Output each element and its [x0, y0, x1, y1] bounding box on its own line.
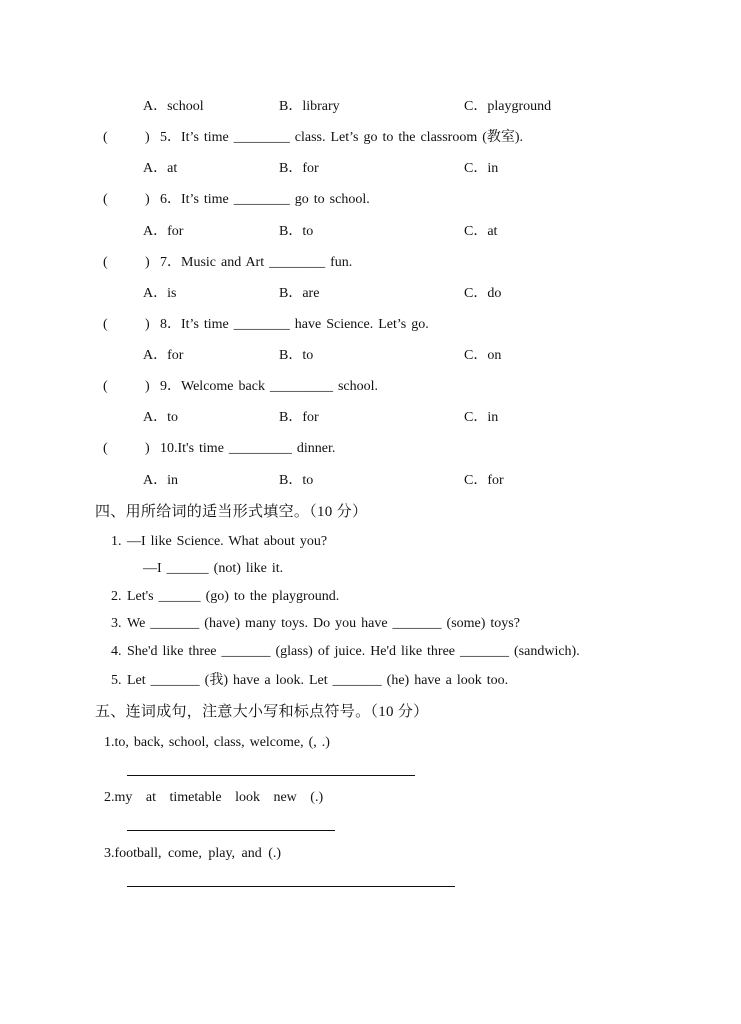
question-9-options — [0, 409, 741, 427]
question-body — [160, 254, 352, 272]
option-b: B．for — [279, 161, 319, 176]
option-a: A．in — [143, 473, 178, 488]
option-b: B．to — [279, 224, 314, 239]
option-c: C．at — [464, 224, 498, 239]
answer-bracket-close: ) — [145, 192, 150, 207]
option-a: A．school — [143, 99, 204, 114]
question-6 — [0, 191, 741, 209]
question-text: It’s time ________ class. Let’s go to the classroom (教室). — [181, 130, 524, 145]
answer-bracket-open: ( — [103, 441, 108, 456]
fill-item-1 — [0, 533, 741, 551]
option-a: A．for — [143, 348, 184, 363]
option-c: C．on — [464, 348, 502, 363]
item-text: Let _______ (我) have a look. Let _______ (he) have a look too. — [127, 673, 509, 688]
item-number: 4. — [111, 644, 122, 659]
section-4-heading-row — [0, 503, 741, 521]
option-b: B．library — [279, 99, 340, 114]
answer-bracket-open: ( — [103, 317, 108, 332]
word-list: 3.football, come, play, and (.) — [104, 846, 282, 861]
fill-item-2 — [0, 588, 741, 606]
question-7-options — [0, 285, 741, 303]
item-number: 1. — [111, 534, 122, 549]
option-a: A．to — [143, 410, 178, 425]
item-text: Let's ______ (go) to the playground. — [127, 589, 340, 604]
option-c: C．in — [464, 161, 499, 176]
question-number: 6． — [160, 192, 181, 207]
item-number: 3. — [111, 616, 122, 631]
question-7 — [0, 254, 741, 272]
option-b: B．for — [279, 410, 319, 425]
fill-item-5 — [0, 672, 741, 690]
answer-bracket-open: ( — [103, 255, 108, 270]
option-a: A．for — [143, 224, 184, 239]
question-text: It’s time ________ have Science. Let’s go. — [181, 317, 429, 332]
answer-bracket-close: ) — [145, 317, 150, 332]
fill-item-3 — [0, 615, 741, 633]
option-a: A．at — [143, 161, 178, 176]
question-5-options — [0, 160, 741, 178]
option-b: B．are — [279, 286, 320, 301]
answer-bracket-close: ) — [145, 441, 150, 456]
sentence-item-2 — [0, 789, 741, 807]
question-number: 7． — [160, 255, 181, 270]
question-body — [160, 440, 335, 458]
option-c: C．do — [464, 286, 502, 301]
question-body — [160, 191, 370, 209]
option-c: C．in — [464, 410, 499, 425]
option-a: A．is — [143, 286, 177, 301]
answer-line — [127, 886, 455, 887]
answer-bracket-open: ( — [103, 192, 108, 207]
question-number: 8． — [160, 317, 181, 332]
question-text: It’s time ________ go to school. — [181, 192, 370, 207]
question-text: It's time _________ dinner. — [177, 441, 336, 456]
fill-item-4 — [0, 643, 741, 661]
question-body — [160, 129, 523, 147]
question-6-options — [0, 223, 741, 241]
option-c: C．playground — [464, 99, 552, 114]
item-number: 2. — [111, 589, 122, 604]
question-8 — [0, 316, 741, 334]
word-list: 2.my at timetable look new (.) — [104, 790, 324, 805]
answer-bracket-close: ) — [145, 379, 150, 394]
section-heading: 五、连词成句，注意大小写和标点符号。（10 分） — [95, 704, 429, 720]
section-5-heading-row — [0, 703, 741, 721]
question-8-options — [0, 347, 741, 365]
section-heading: 四、用所给词的适当形式填空。（10 分） — [95, 504, 368, 520]
question-body — [160, 316, 429, 334]
word-list: 1.to, back, school, class, welcome, (, .) — [104, 735, 330, 750]
question-number: 5． — [160, 130, 181, 145]
question-5 — [0, 129, 741, 147]
answer-bracket-open: ( — [103, 379, 108, 394]
answer-line — [127, 775, 415, 776]
question-text: Welcome back _________ school. — [181, 379, 378, 394]
question-body — [160, 378, 378, 396]
question-number: 9． — [160, 379, 181, 394]
answer-bracket-close: ) — [145, 130, 150, 145]
fill-item-1-reply — [0, 560, 741, 578]
item-text: —I like Science. What about you? — [127, 534, 328, 549]
option-b: B．to — [279, 473, 314, 488]
option-c: C．for — [464, 473, 504, 488]
item-number: 5. — [111, 673, 122, 688]
answer-bracket-close: ) — [145, 255, 150, 270]
item-reply-text: —I ______ (not) like it. — [143, 561, 284, 576]
sentence-item-3 — [0, 845, 741, 863]
answer-line — [127, 830, 335, 831]
question-number: 10. — [160, 441, 178, 456]
question-10-options — [0, 472, 741, 490]
question-9 — [0, 378, 741, 396]
answer-bracket-open: ( — [103, 130, 108, 145]
item-text: We _______ (have) many toys. Do you have _______ (some) toys? — [127, 616, 520, 631]
option-b: B．to — [279, 348, 314, 363]
question-10 — [0, 440, 741, 458]
item-text: She'd like three _______ (glass) of juice. He'd like three _______ (sandwich). — [127, 644, 580, 659]
question-text: Music and Art ________ fun. — [181, 255, 353, 270]
sentence-item-1 — [0, 734, 741, 752]
question-4-options — [0, 98, 741, 116]
